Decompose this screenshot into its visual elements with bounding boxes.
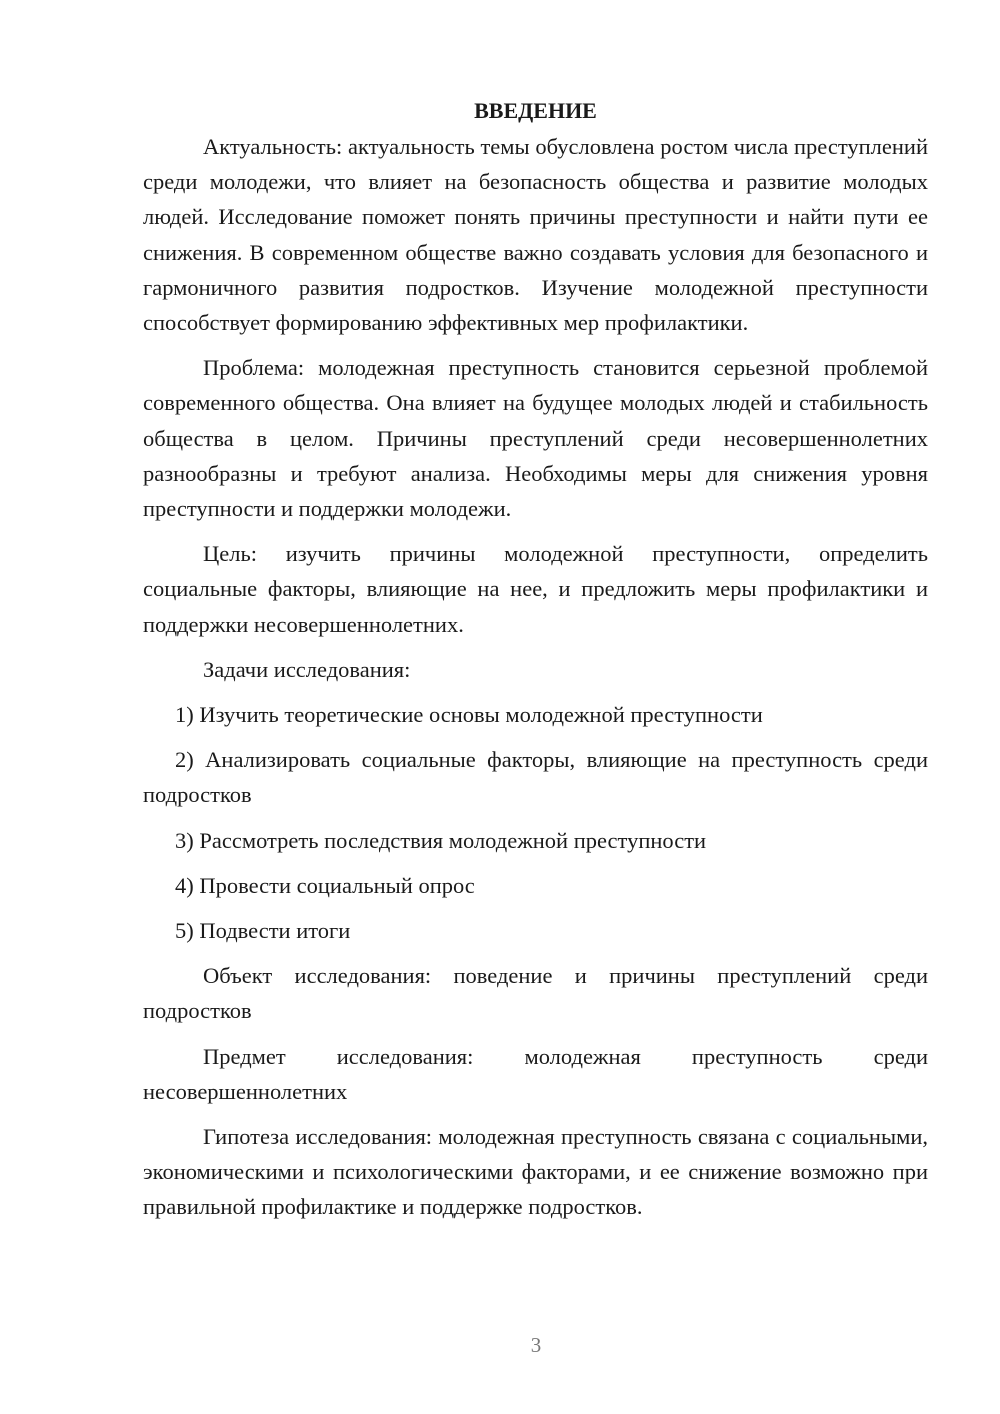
page-number: 3 [530,1333,542,1357]
task-item: 2) Анализировать социальные факторы, влияющие на преступность среди подростков [143,747,928,808]
task-item: 1) Изучить теоретические основы молодежной преступности [175,702,763,728]
object-paragraph: Объект исследования: поведение и причины преступлений среди подростков [143,963,928,1024]
task-item: 5) Подвести итоги [175,918,351,944]
task-item: 4) Провести социальный опрос [175,872,475,898]
tasks-title: Задачи исследования: [203,656,411,682]
hypothesis-paragraph: Гипотеза исследования: молодежная преступность связана с социальными, экономическими и психологическими факторами, и ее снижение возможно при правильной профилактике и поддержке подростков. [143,1124,928,1220]
relevance-paragraph: Актуальность: актуальность темы обусловлена ростом числа преступлений среди молодежи, что влияет на безопасность общества и развитие молодых людей. Исследование поможет понять причины преступности и найти пути ее снижения. В современном обществе важно создавать условия для безопасного и гармоничного развития подростков. Изучение молодежной преступности способствует формированию эффективных мер профилактики. [143,134,928,336]
task-item: 3) Рассмотреть последствия молодежной преступности [175,827,707,853]
goal-paragraph: Цель: изучить причины молодежной преступности, определить социальные факторы, влияющие на нее, и предложить меры профилактики и поддержки несовершеннолетних. [143,541,928,637]
page-content [143,95,928,1235]
subject-paragraph: Предмет исследования: молодежная преступность среди несовершеннолетних [143,1043,928,1104]
problem-paragraph: Проблема: молодежная преступность становится серьезной проблемой современного общества. Она влияет на будущее молодых людей и стабильность общества в целом. Причины преступлений среди несовершеннолетних разнообразны и требуют анализа. Необходимы меры для снижения уровня преступности и поддержки молодежи. [143,355,928,522]
section-heading: ВВЕДЕНИЕ [474,98,597,123]
